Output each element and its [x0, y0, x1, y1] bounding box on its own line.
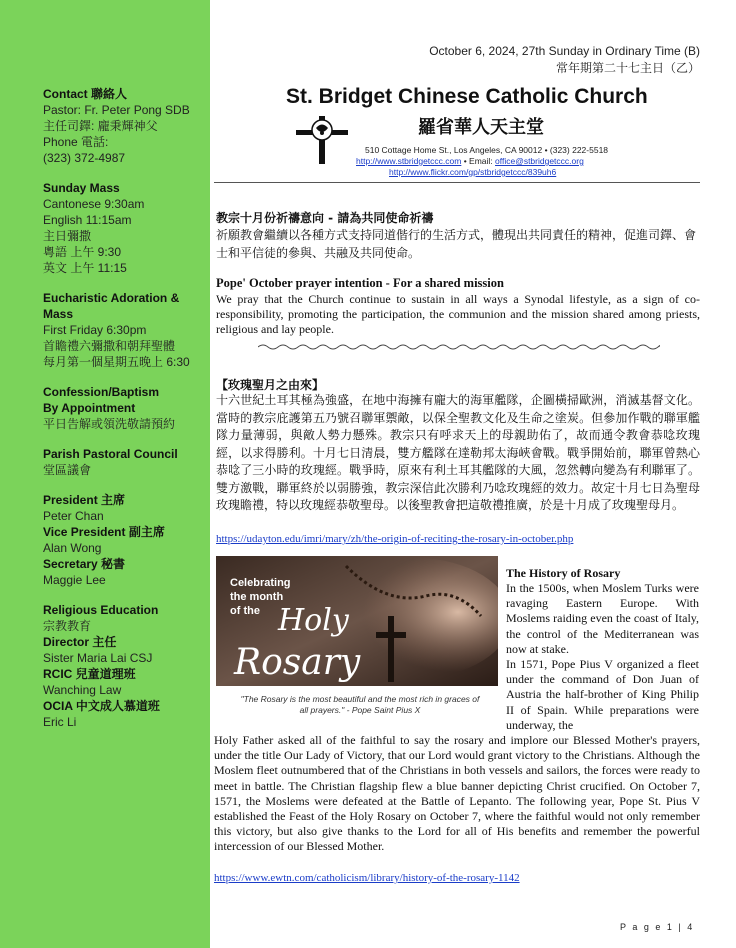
adoration-section	[43, 290, 208, 370]
rcic-label: RCIC 兒童道理班	[43, 667, 136, 681]
council-heading: Parish Pastoral Council	[43, 447, 178, 461]
ocia-name: Eric Li	[43, 715, 77, 729]
council-section	[43, 446, 208, 478]
photo-text-holy: Holy	[278, 603, 349, 638]
history-column	[506, 581, 699, 733]
adoration-line: First Friday 6:30pm	[43, 323, 147, 337]
photo-caption: "The Rosary is the most beautiful and the most rich in graces of all prayers." - Pope Saint Pius X	[240, 694, 480, 715]
secretary-name: Maggie Lee	[43, 573, 106, 587]
email-link[interactable]: office@stbridgetccc.org	[495, 156, 584, 166]
phone-number: (323) 372-4987	[43, 151, 126, 165]
rosary-body-zh: 十六世紀土耳其極為強盛，在地中海擁有龐大的海軍艦隊，企圖橫掃歐洲，消滅基督文化。當時的教宗庇護第五乃號召聯軍禦敵，以保全聖教文化及生命之塗炭。但參加作戰的聯軍艦隊力量薄弱，與敵人勢力懸殊。教宗只有呼求天上的母親助佑了，故而通令教會恭唸玫瑰經，以求得勝利。十月七日清晨，雙方艦隊在達勒邦太海峽會戰。戰爭開始前，聯軍曾熱心恭唸了三小時的玫瑰經。戰爭時，原來有利土耳其艦隊的大風，忽然轉向變為有利聯軍了。雙方激戰，聯軍終於以弱勝強，教宗深信此次勝利乃唸玫瑰經的效力。故定十月七日為聖母玫瑰瞻禮，特以玫瑰經恭敬聖母。以後聖教會把這敬禮推廣，於是十月成了玫瑰聖母月。	[216, 393, 700, 512]
flickr-link[interactable]: http://www.flickr.com/gp/stbridgetccc/839uh6	[389, 167, 557, 177]
mass-heading: Sunday Mass	[43, 181, 120, 195]
mass-line: Cantonese 9:30am	[43, 197, 145, 211]
president-name: Peter Chan	[43, 509, 104, 523]
officers-section	[43, 492, 208, 588]
photo-text-of-the: of the	[230, 605, 260, 617]
mass-section	[43, 180, 208, 276]
date-english: October 6, 2024, 27th Sunday in Ordinary Time (B)	[429, 44, 700, 58]
phone-label: Phone 電話:	[43, 135, 109, 149]
sidebar-info	[43, 86, 208, 744]
council-line: 堂區議會	[43, 463, 92, 477]
education-heading-zh: 宗教教育	[43, 619, 92, 633]
confession-line: 平日告解或領洗敬請預約	[43, 417, 176, 431]
mass-line: English 11:15am	[43, 213, 132, 227]
confession-heading: Confession/Baptism	[43, 385, 160, 399]
intention-heading-zh: 教宗十月份祈禱意向 - 請為共同使命祈禱	[216, 211, 434, 225]
intention-body-zh: 祈願教會繼續以各種方式支持同道偕行的生活方式，體現出共同責任的精神，促進司鐸、會士和平信徒的參與、共融及共同使命。	[216, 228, 697, 260]
vice-president-label: Vice President 副主席	[43, 525, 165, 539]
adoration-heading: Eucharistic Adoration &	[43, 291, 180, 305]
photo-text-month: the month	[230, 591, 284, 603]
holy-rosary-photo	[216, 556, 498, 686]
mass-line: 粵語 上午 9:30	[43, 245, 122, 259]
rcic-name: Wanching Law	[43, 683, 122, 697]
confession-section	[43, 384, 208, 432]
education-section	[43, 602, 208, 730]
ocia-label: OCIA 中文成人慕道班	[43, 699, 160, 713]
page-number: P a g e 1 | 4	[620, 922, 695, 932]
education-heading: Religious Education	[43, 603, 159, 617]
adoration-heading-2: Mass	[43, 307, 74, 321]
mass-line: 英文 上午 11:15	[43, 261, 127, 275]
history-para-2: In 1571, Pope Pius V organized a fleet under the command of Don Juan of Austria the half-brother of King Philip II of Spain. While preparations were underway, the	[506, 657, 699, 732]
vice-president-name: Alan Wong	[43, 541, 102, 555]
adoration-line: 每月第一個星期五晚上 6:30	[43, 355, 190, 369]
church-name: St. Bridget Chinese Catholic Church	[286, 85, 648, 108]
director-label: Director 主任	[43, 635, 117, 649]
rosary-heading-zh: 【玫瑰聖月之由來】	[216, 378, 325, 392]
history-para-1: In the 1500s, when Moslem Turks were ravaging Eastern Europe. With Moslems raiding even the coast of Italy, the control of the Mediterranean was now at stake.	[506, 581, 699, 656]
email-label: • Email:	[461, 156, 496, 166]
director-name: Sister Maria Lai CSJ	[43, 651, 153, 665]
church-cross-logo-icon	[294, 114, 350, 166]
church-address: 510 Cottage Home St., Los Angeles, CA 90012 • (323) 222-5518	[365, 145, 609, 155]
contact-section	[43, 86, 208, 166]
date-chinese: 常年期第二十七主日（乙）	[555, 61, 700, 75]
president-label: President 主席	[43, 493, 126, 507]
secretary-label: Secretary 秘書	[43, 557, 126, 571]
flickr-line	[389, 167, 556, 177]
contact-heading: Contact 聯絡人	[43, 87, 128, 101]
intention-body-en: We pray that the Church continue to sustain in all ways a Synodal lifestyle, as a sign of co-responsibility, promoting the participation, the communion and the mission shared among priests, religious and lay people.	[216, 292, 700, 336]
intention-heading-en: Pope' October prayer intention - For a shared mission	[216, 276, 504, 290]
wavy-divider	[258, 343, 660, 351]
pastor-line: Pastor: Fr. Peter Pong SDB	[43, 103, 190, 117]
adoration-line: 首瞻禮六彌撒和朝拜聖體	[43, 339, 176, 353]
mass-line: 主日彌撒	[43, 229, 92, 243]
history-para-3: Holy Father asked all of the faithful to say the rosary and implore our Blessed Mother's prayers, under the title Our Lady of Victory, that our Lord would grant victory to the Christians. Although the Moslem fleet outnumbered that of the Christians in both vessels and sailors, the forces were ready to meet in battle. The Christian flagship flew a blue banner depicting Christ crucified. On October 7, 1571, the Moslems were defeated at the Battle of Lepanto. The following year, Pope St. Pius V established the Feast of the Holy Rosary on October 7, where the faithful would not only remember this victory, but also give thanks to the Lord for all of His benefits and remember the powerful intercession of our Blessed Mother.	[214, 733, 700, 854]
header-divider	[214, 182, 700, 183]
contact-links	[356, 156, 584, 166]
history-source-link[interactable]: https://www.ewtn.com/catholicism/library/history-of-the-rosary-1142	[214, 872, 520, 884]
photo-text-rosary: Rosary	[234, 642, 361, 683]
website-link[interactable]: http://www.stbridgetccc.com	[356, 156, 462, 166]
history-heading: The History of Rosary	[506, 566, 621, 580]
church-name-zh: 羅省華人天主堂	[418, 117, 544, 138]
photo-text-celebrating: Celebrating	[230, 577, 291, 589]
rosary-source-link-zh[interactable]: https://udayton.edu/imri/mary/zh/the-origin-of-reciting-the-rosary-in-october.php	[216, 533, 574, 545]
pastor-line-zh: 主任司鐸: 龐秉輝神父	[43, 119, 158, 133]
confession-heading-2: By Appointment	[43, 401, 136, 415]
